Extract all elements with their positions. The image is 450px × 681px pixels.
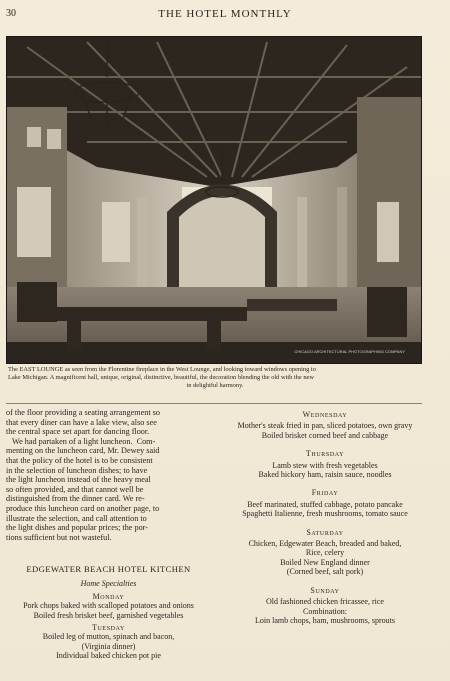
caption-line: Lake Michigan. A magnificent hall, unique, original, distinctive, beautiful, the decoration blending the old with the new [8, 374, 314, 382]
menu-item: Pork chops baked with scalloped potatoes and onions [23, 601, 194, 611]
east-lounge-photo [6, 36, 422, 364]
article-line: the central space set apart for dancing floor. [6, 427, 150, 437]
article-line: so often provided, and that cannot well be [6, 484, 144, 494]
menu-item: Boiled leg of mutton, spinach and bacon, [42, 632, 175, 642]
article-line: produce this luncheon card on another page, to [6, 503, 160, 513]
menu-item: Old fashioned chicken fricassee, rice [266, 597, 384, 607]
page-number: 30 [6, 8, 16, 19]
running-title: THE HOTEL MONTHLY [158, 8, 292, 20]
menu-item: (Virginia dinner) [81, 641, 136, 651]
kitchen-menu [6, 565, 211, 661]
day-heading: Friday [311, 488, 339, 498]
article-line: distinguished from the dinner card. We re- [6, 494, 145, 504]
article-line: that the policy of the hotel is to be consistent [6, 455, 153, 465]
day-heading: Monday [92, 591, 125, 601]
menu-item: (Corned beef, salt pork) [286, 567, 364, 577]
article-column [6, 408, 211, 542]
menu-item: Boiled fresh brisket beef, garnished vegetables [33, 610, 184, 620]
article-line: illustrate the selection, and call attention to [6, 513, 147, 523]
menu-item: Boiled brisket corned beef and cabbage [261, 430, 389, 440]
article-line: the light luncheon instead of the heavy meal [6, 475, 151, 485]
menu-item: Beef marinated, stuffed cabbage, potato pancake [247, 499, 403, 509]
divider [6, 403, 422, 404]
day-heading: Thursday [305, 449, 345, 459]
article-line: of the floor providing a seating arrangement so [6, 408, 160, 417]
menu-item: Lamb stew with fresh vegetables [272, 460, 378, 470]
caption-line: in delightful harmony. [186, 382, 244, 390]
article-line: the light dishes and popular prices; the por- [6, 523, 148, 533]
menu-item: Individual baked chicken pot pie [56, 651, 161, 661]
article-line: tions sufficient but not wasteful. [6, 532, 112, 542]
article-line: in the selection of luncheon dishes; to have [6, 465, 148, 475]
day-heading: Saturday [306, 527, 344, 537]
menu-item: Baked hickory ham, raisin sauce, noodles [258, 470, 392, 480]
menu-item: Spaghetti Italienne, fresh mushrooms, tomato sauce [242, 509, 408, 519]
caption-line: The EAST LOUNGE as seen from the Florentine fireplace in the West Lounge, and looking toward windows opening to [8, 366, 316, 373]
article-line: We had partaken of a light luncheon. Com- [6, 436, 156, 446]
menu-column [222, 408, 428, 625]
article-line: that every diner can have a lake view, also see [6, 417, 157, 427]
menu-item: Loin lamb chops, ham, mushrooms, sprouts [255, 615, 395, 625]
menu-item: Rice, celery [305, 548, 345, 558]
day-heading: Wednesday [302, 410, 348, 419]
day-heading: Sunday [310, 585, 340, 595]
photo-credit: CHICAGO ARCHITECTURAL PHOTOGRAPHING COMPANY [294, 349, 405, 354]
article-line: menting on the luncheon card, Mr. Dewey said [6, 446, 160, 456]
menu-item: Chicken, Edgewater Beach, breaded and baked, [248, 539, 402, 549]
day-heading: Tuesday [92, 623, 125, 633]
kitchen-subtitle: Home Specialties [80, 579, 137, 589]
menu-item: Combination: [303, 606, 347, 616]
kitchen-title: EDGEWATER BEACH HOTEL KITCHEN [26, 564, 191, 574]
menu-item: Mother's steak fried in pan, sliced potatoes, own gravy [237, 421, 413, 431]
photo-caption [8, 366, 422, 391]
menu-item: Boiled New England dinner [280, 557, 370, 567]
